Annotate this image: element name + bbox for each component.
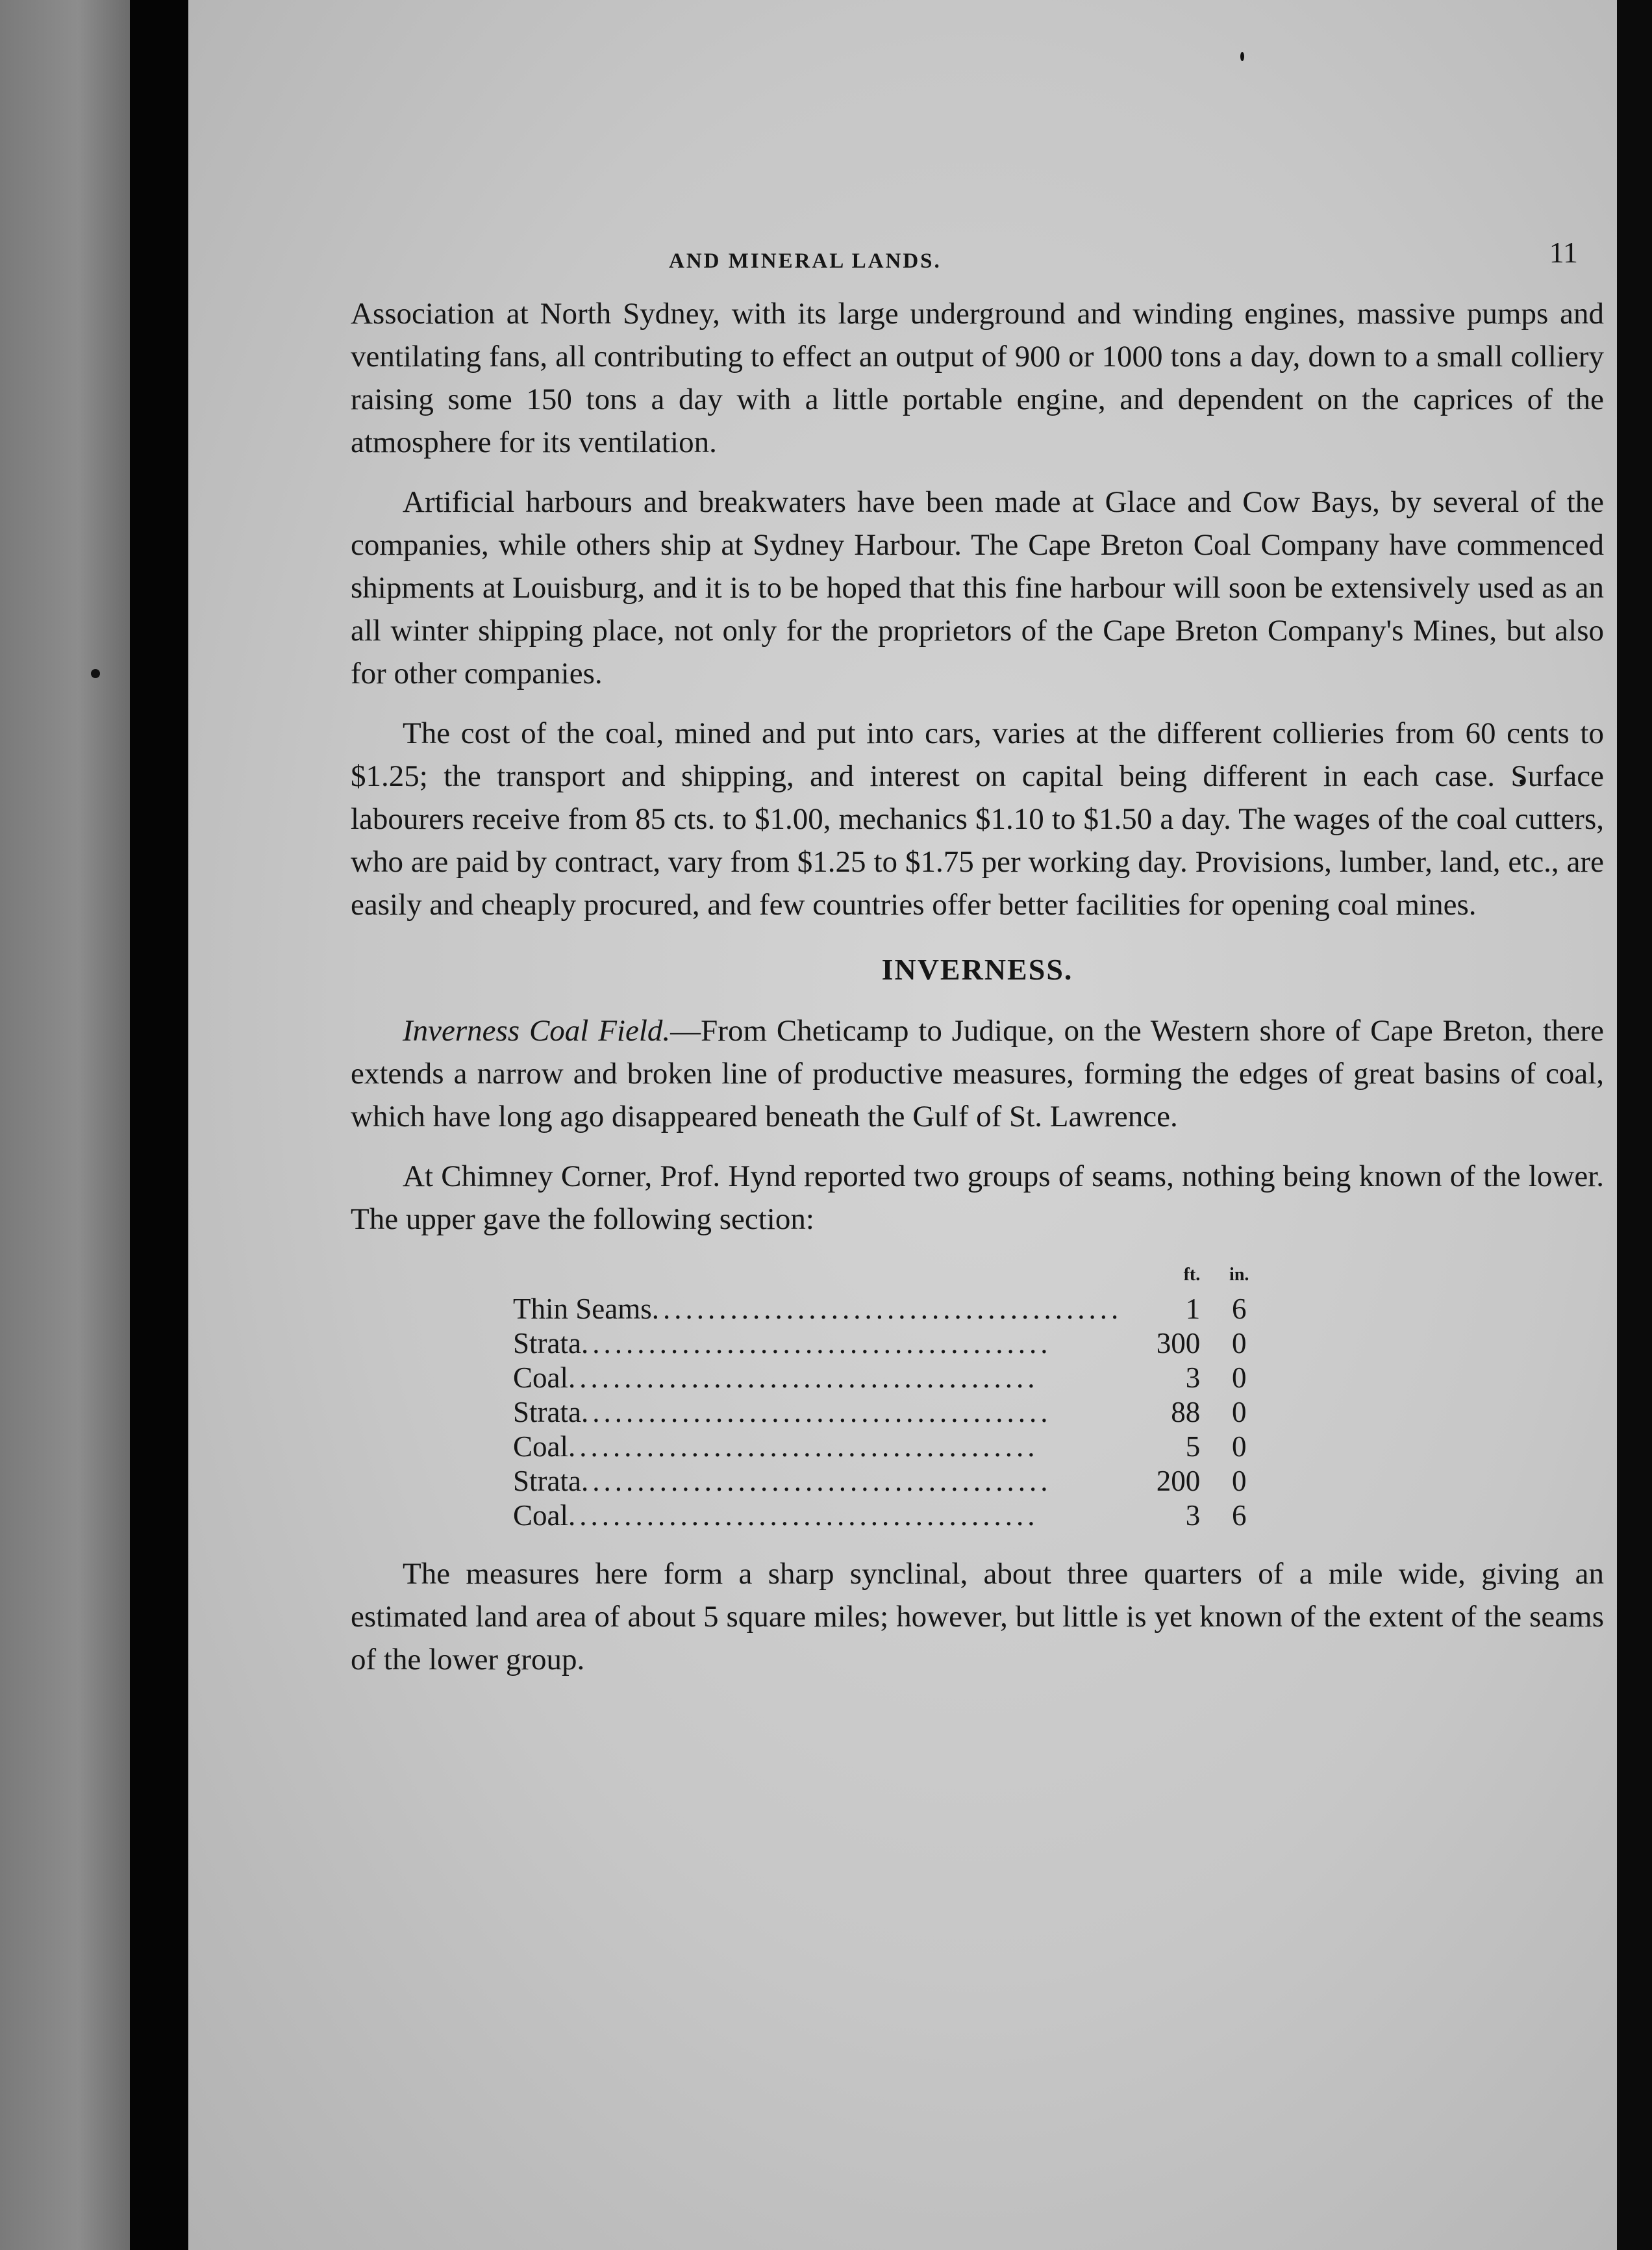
book-gutter xyxy=(130,0,188,2250)
paragraph-continuation: Association at North Sydney, with its large underground and winding engines, massive pumps and ventilating fans, all contributing to effect an output of 900 or 1000 tons a day, down to a small colliery raising some 150 tons a day with a little portable engine, and dependent on the caprices of the atmosphere for its ventilation. xyxy=(351,297,1604,459)
book-page xyxy=(188,0,1617,2250)
table-row xyxy=(513,1498,1278,1533)
stratum-ft: 5 xyxy=(1185,1430,1201,1463)
table-header-name xyxy=(513,1258,1122,1292)
stratum-in: 0 xyxy=(1231,1396,1247,1428)
coal-section-table xyxy=(513,1258,1278,1533)
page-number: 11 xyxy=(1549,236,1578,269)
table-row xyxy=(513,1430,1278,1464)
table-header-ft: ft. xyxy=(1183,1265,1201,1285)
stratum-ft: 300 xyxy=(1156,1327,1201,1359)
section-heading: INVERNESS. xyxy=(881,953,1073,986)
page-body xyxy=(351,292,1604,1698)
table-row xyxy=(513,1361,1278,1395)
stratum-name: Coal.......................................... xyxy=(513,1499,1039,1532)
paragraph-inverness-coal-field xyxy=(351,1009,1604,1138)
stratum-ft: 88 xyxy=(1171,1396,1201,1428)
lead-italic: Inverness Coal Field. xyxy=(403,1014,671,1048)
ink-speck xyxy=(91,669,100,678)
stratum-name: Strata.......................................... xyxy=(513,1327,1052,1359)
table-header-row xyxy=(513,1258,1278,1292)
stratum-name: Coal.......................................... xyxy=(513,1430,1039,1463)
stratum-in: 0 xyxy=(1231,1465,1247,1497)
stratum-ft: 200 xyxy=(1156,1465,1201,1497)
stratum-ft: 3 xyxy=(1185,1361,1201,1394)
facing-page-edge xyxy=(0,0,130,2250)
paragraph-chimney-corner: At Chimney Corner, Prof. Hynd reported two groups of seams, nothing being known of the lower. The upper gave the following section: xyxy=(351,1159,1604,1236)
stratum-in: 6 xyxy=(1231,1293,1247,1325)
stratum-name: Thin Seams.......................................... xyxy=(513,1293,1123,1325)
table-body xyxy=(513,1292,1278,1533)
paragraph-synclinal: The measures here form a sharp synclinal, about three quarters of a mile wide, giving an estimated land area of about 5 square miles; however, but little is yet known of the extent of the seams of the lower group. xyxy=(351,1557,1604,1676)
paragraph-costs: The cost of the coal, mined and put into cars, varies at the different collieries from 60 cents to $1.25; the transport and shipping, and interest on capital being different in each case. Surface labourers receive from 85 cts. to $1.00, mechanics $1.10 to $1.50 a day. The wages of the coal cutters, who are paid by contract, vary from $1.25 to $1.75 per working day. Provisions, lumber, land, etc., are easily and cheaply procured, and few countries offer better facilities for opening coal mines. xyxy=(351,716,1604,922)
stratum-in: 0 xyxy=(1231,1430,1247,1463)
table-row xyxy=(513,1464,1278,1498)
paragraph-harbours: Artificial harbours and breakwaters have been made at Glace and Cow Bays, by several of the companies, while others ship at Sydney Harbour. The Cape Breton Coal Company have commenced shipments at Louisburg, and it is to be hoped that this fine harbour will soon be extensively used as an all winter shipping place, not only for the proprietors of the Cape Breton Company's Mines, but also for other companies. xyxy=(351,485,1604,690)
table-row xyxy=(513,1326,1278,1361)
stratum-in: 0 xyxy=(1231,1327,1247,1359)
stratum-ft: 1 xyxy=(1185,1293,1201,1325)
stratum-name: Strata.......................................... xyxy=(513,1396,1052,1428)
lead-text: —From Cheticamp to Judique, on the Western shore of Cape Breton, there extends a narrow and broken line of productive measures, forming the edges of great basins of coal, which have long ago disappeared beneath the Gulf of St. Lawrence. xyxy=(351,1014,1604,1133)
stratum-in: 6 xyxy=(1231,1499,1247,1532)
table-row xyxy=(513,1395,1278,1430)
scan-right-border xyxy=(1617,0,1652,2250)
page-header xyxy=(357,235,1617,294)
stratum-ft: 3 xyxy=(1185,1499,1201,1532)
ink-speck xyxy=(1240,52,1244,61)
table-row xyxy=(513,1292,1278,1326)
running-head: AND MINERAL LANDS. xyxy=(669,249,942,273)
table-header-in: in. xyxy=(1229,1265,1249,1285)
stratum-name: Strata.......................................... xyxy=(513,1465,1052,1497)
stratum-in: 0 xyxy=(1231,1361,1247,1394)
stratum-name: Coal.......................................... xyxy=(513,1361,1039,1394)
